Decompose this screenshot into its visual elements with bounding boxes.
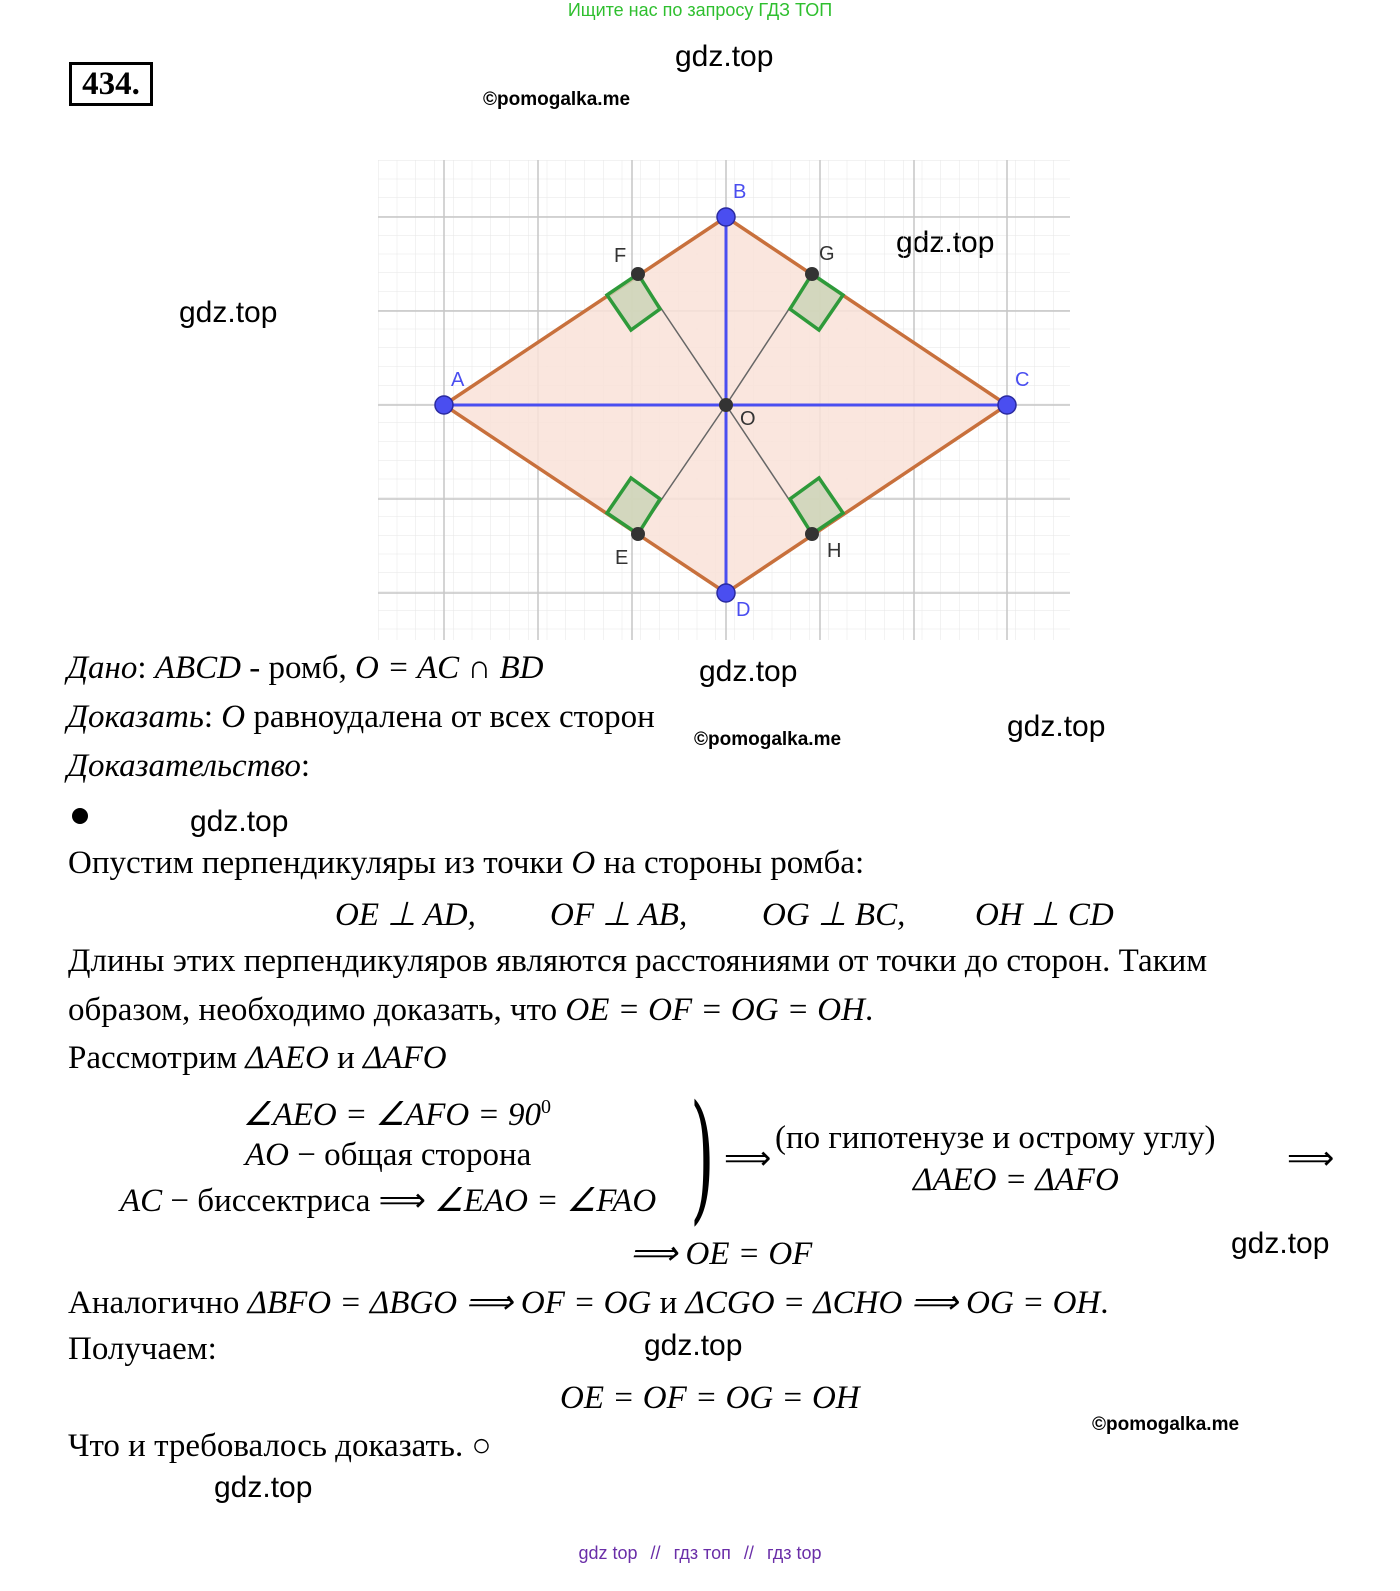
final-equality: OE = OF = OG = OH [560, 1380, 860, 1416]
proof-label: Доказательство [67, 748, 301, 784]
point-o [719, 398, 733, 412]
bullet-point [72, 808, 88, 824]
point-g [805, 267, 819, 281]
drop-perpendiculars-line: Опустим перпендикуляры из точки O на стороны ромба: [68, 845, 865, 881]
given-math: O = AC ∩ BD [355, 650, 544, 686]
criterion-text: (по гипотенузе и острому углу) [775, 1120, 1216, 1156]
top-banner[interactable]: Ищите нас по запросу ГДЗ ТОП [567, 0, 833, 20]
label-b: B [733, 181, 747, 203]
label-c: C [1015, 369, 1030, 391]
qed-line: Что и требовалось доказать. ○ [68, 1428, 492, 1464]
point-d [717, 584, 735, 602]
point-c [998, 396, 1016, 414]
point-e [631, 527, 645, 541]
perpendicular-oh-cd: OH ⊥ CD [975, 897, 1114, 933]
point-a [435, 396, 453, 414]
watermark-pomogalka: ©pomogalka.me [694, 729, 842, 750]
point-h [805, 527, 819, 541]
point-f [631, 267, 645, 281]
watermark-gdz: gdz.top [179, 296, 278, 329]
label-g: G [819, 243, 835, 265]
perpendicular-of-ab: OF ⊥ AB, [550, 897, 688, 933]
watermark-pomogalka: ©pomogalka.me [483, 89, 631, 110]
footer-link[interactable]: gdz top [578, 1543, 638, 1563]
label-d: D [736, 599, 751, 621]
need-to-prove-line: образом, необходимо доказать, что OE = OF = OG = OH. [68, 992, 874, 1028]
rhombus-figure [378, 160, 1070, 640]
label-o: O [740, 408, 756, 430]
lengths-line: Длины этих перпендикуляров являются расстояниями от точки до сторон. Таким [68, 943, 1208, 979]
consider-line: Рассмотрим ΔAEO и ΔAFO [68, 1040, 447, 1076]
task-number: 434. [69, 62, 153, 106]
perpendicular-oe-ad: OE ⊥ AD, [335, 897, 476, 933]
footer-link[interactable]: гдз топ [673, 1543, 731, 1563]
implies-arrow: ⟹ [1287, 1141, 1335, 1177]
watermark-pomogalka: ©pomogalka.me [1092, 1414, 1240, 1435]
footer-separator: // [650, 1543, 661, 1563]
congruence-aeo-afo: ΔAEO = ΔAFO [913, 1162, 1119, 1198]
point-b [717, 208, 735, 226]
given-math: ABCD [154, 650, 241, 686]
footer-separator: // [743, 1543, 754, 1563]
system-line-3: AC − биссектриса ⟹ ∠EAO = ∠FAO [120, 1183, 657, 1219]
prove-line: Доказать: O равноудалена от всех сторон [67, 699, 655, 735]
similarly-line: Аналогично ΔBFO = ΔBGO ⟹ OF = OG и ΔCGO = ΔCHO ⟹ OG = OH. [68, 1285, 1109, 1321]
result-oe-of: ⟹ OE = OF [630, 1236, 813, 1272]
watermark-gdz: gdz.top [214, 1471, 313, 1504]
watermark-gdz: gdz.top [190, 805, 289, 838]
watermark-gdz: gdz.top [699, 655, 798, 688]
implies-arrow: ⟹ [724, 1141, 772, 1177]
perpendicular-og-bc: OG ⊥ BC, [762, 897, 906, 933]
watermark-gdz: gdz.top [1231, 1227, 1330, 1260]
watermark-gdz: gdz.top [1007, 710, 1106, 743]
right-brace: ) [690, 1076, 715, 1239]
given-label: Дано [67, 650, 138, 686]
proof-line: Доказательство: [67, 748, 311, 784]
system-line-1: ∠AEO = ∠AFO = $90^0$ [243, 1096, 551, 1133]
given-line: Дано: ABCD - ромб, O = AC ∩ BD [67, 650, 544, 686]
footer-links [0, 1543, 1400, 1564]
label-a: A [451, 369, 465, 391]
prove-label: Доказать [67, 699, 204, 735]
system-line-2: AO − общая сторона [245, 1137, 532, 1173]
label-f: F [614, 245, 627, 267]
label-e: E [615, 547, 629, 569]
label-h: H [827, 540, 842, 562]
get-line: Получаем: [68, 1331, 217, 1367]
footer-link[interactable]: гдз top [766, 1543, 822, 1563]
watermark-gdz: gdz.top [675, 40, 774, 73]
watermark-gdz: gdz.top [644, 1329, 743, 1362]
